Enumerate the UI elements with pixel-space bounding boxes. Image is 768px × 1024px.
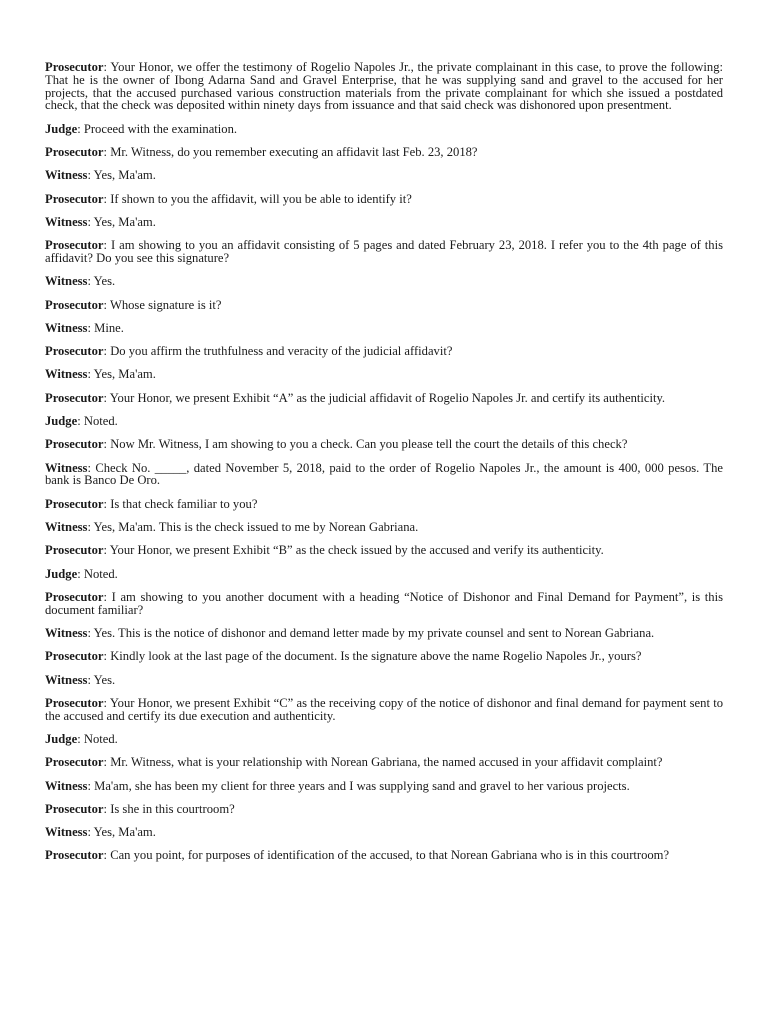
- statement-text: Check No. _____, dated November 5, 2018, paid to the order of Rogelio Napoles Jr., the amount is 400, 000 pesos. The bank is Banco De Oro.: [45, 460, 723, 488]
- statement-text: Your Honor, we present Exhibit “C” as the receiving copy of the notice of dishonor and final demand for payment sent to the accused and certify its due execution and authenticity.: [45, 695, 723, 723]
- speaker-separator: :: [87, 274, 94, 289]
- transcript-entry: [45, 650, 723, 663]
- speaker-label: Prosecutor: [45, 589, 104, 604]
- statement-text: Noted.: [83, 566, 118, 581]
- speaker-label: Prosecutor: [45, 297, 104, 312]
- statement-text: Proceed with the examination.: [83, 121, 238, 136]
- speaker-label: Witness: [45, 320, 88, 335]
- statement-text: Yes, Ma'am.: [93, 825, 156, 840]
- speaker-label: Prosecutor: [45, 238, 104, 253]
- speaker-label: Witness: [45, 367, 88, 382]
- transcript-entry: [45, 462, 723, 488]
- speaker-label: Witness: [45, 520, 88, 535]
- speaker-separator: :: [103, 755, 111, 770]
- speaker-separator: :: [103, 801, 111, 816]
- speaker-label: Judge: [45, 414, 78, 429]
- speaker-separator: :: [87, 460, 96, 475]
- speaker-separator: :: [87, 320, 95, 335]
- transcript-entry: [45, 216, 723, 229]
- statement-text: Mine.: [94, 320, 124, 335]
- speaker-separator: :: [103, 649, 111, 664]
- transcript-entry: [45, 498, 723, 511]
- speaker-separator: :: [103, 848, 111, 863]
- speaker-separator: :: [77, 566, 84, 581]
- statement-text: I am showing to you another document with a heading “Notice of Dishonor and Final Demand for Payment”, is this document familiar?: [45, 589, 723, 617]
- speaker-separator: :: [103, 589, 112, 604]
- statement-text: Ma'am, she has been my client for three years and I was supplying sand and gravel to her various projects.: [94, 778, 630, 793]
- speaker-separator: :: [87, 214, 94, 229]
- speaker-label: Witness: [45, 274, 88, 289]
- transcript-entry: [45, 733, 723, 746]
- speaker-label: Prosecutor: [45, 191, 104, 206]
- statement-text: Your Honor, we present Exhibit “B” as the check issued by the accused and verify its authenticity.: [109, 543, 604, 558]
- speaker-label: Prosecutor: [45, 496, 104, 511]
- transcript-entry: [45, 146, 723, 159]
- speaker-separator: :: [103, 297, 110, 312]
- transcript-entry: [45, 697, 723, 723]
- speaker-label: Prosecutor: [45, 437, 104, 452]
- speaker-label: Prosecutor: [45, 848, 104, 863]
- speaker-separator: :: [103, 344, 111, 359]
- statement-text: Yes.: [93, 672, 116, 687]
- transcript-entry: [45, 674, 723, 687]
- speaker-separator: :: [103, 238, 111, 253]
- speaker-label: Witness: [45, 672, 88, 687]
- speaker-label: Judge: [45, 732, 78, 746]
- speaker-label: Prosecutor: [45, 543, 104, 558]
- transcript-entry: [45, 803, 723, 816]
- speaker-label: Witness: [45, 460, 88, 475]
- speaker-label: Witness: [45, 214, 88, 229]
- transcript-entry: [45, 322, 723, 335]
- speaker-label: Prosecutor: [45, 344, 104, 359]
- speaker-separator: :: [103, 390, 110, 405]
- speaker-separator: :: [87, 825, 94, 840]
- speaker-label: Prosecutor: [45, 801, 104, 816]
- transcript-entry: [45, 123, 723, 136]
- speaker-separator: :: [77, 414, 84, 429]
- statement-text: Yes, Ma'am.: [93, 214, 156, 229]
- statement-text: Yes, Ma'am.: [93, 367, 156, 382]
- statement-text: Noted.: [83, 414, 118, 429]
- statement-text: Kindly look at the last page of the document. Is the signature above the name Rogelio Napoles Jr., yours?: [110, 649, 642, 664]
- transcript-entry: [45, 568, 723, 581]
- transcript-entry: [45, 521, 723, 534]
- speaker-label: Prosecutor: [45, 390, 104, 405]
- statement-text: I am showing to you an affidavit consisting of 5 pages and dated February 23, 2018. I refer you to the 4th page of this affidavit? Do you see this signature?: [45, 238, 723, 265]
- transcript-entry: [45, 239, 723, 265]
- transcript-entry: [45, 299, 723, 312]
- transcript-entry: [45, 415, 723, 428]
- speaker-separator: :: [103, 695, 110, 710]
- transcript-entry: [45, 193, 723, 206]
- transcript-entry: [45, 756, 723, 769]
- speaker-label: Witness: [45, 626, 88, 641]
- statement-text: Noted.: [83, 732, 118, 746]
- statement-text: Yes, Ma'am.: [93, 168, 156, 183]
- transcript-entry: [45, 849, 723, 862]
- speaker-separator: :: [87, 168, 94, 183]
- speaker-label: Judge: [45, 121, 78, 136]
- speaker-label: Witness: [45, 778, 88, 793]
- statement-text: Your Honor, we offer the testimony of Rogelio Napoles Jr., the private complainant in this case, to prove the following: That he is the owner of Ibong Adarna Sand and Gravel Enterprise, that he was supplying sand and gravel to the accused for her projects, that the accused purchased various construction materials from the private complainant for which she issued a postdated check, that the check was deposited within ninety days from issuance and that said check was dishonored upon presentment.: [45, 60, 723, 113]
- speaker-separator: :: [77, 732, 84, 746]
- speaker-label: Prosecutor: [45, 144, 104, 159]
- transcript-entry: [45, 368, 723, 381]
- statement-text: Now Mr. Witness, I am showing to you a check. Can you please tell the court the details of this check?: [110, 437, 628, 452]
- speaker-separator: :: [103, 437, 111, 452]
- speaker-label: Judge: [45, 566, 78, 581]
- transcript-entry: [45, 591, 723, 617]
- speaker-separator: :: [87, 520, 94, 535]
- speaker-label: Witness: [45, 825, 88, 840]
- statement-text: Yes. This is the notice of dishonor and demand letter made by my private counsel and sent to Norean Gabriana.: [93, 626, 655, 641]
- statement-text: Yes, Ma'am. This is the check issued to me by Norean Gabriana.: [93, 520, 419, 535]
- speaker-separator: :: [103, 144, 111, 159]
- statement-text: Mr. Witness, do you remember executing an affidavit last Feb. 23, 2018?: [110, 144, 478, 159]
- transcript-entry: [45, 780, 723, 793]
- statement-text: Do you affirm the truthfulness and veracity of the judicial affidavit?: [110, 344, 453, 359]
- speaker-label: Prosecutor: [45, 649, 104, 664]
- statement-text: Can you point, for purposes of identification of the accused, to that Norean Gabriana who is in this courtroom?: [110, 848, 670, 863]
- speaker-separator: :: [87, 367, 94, 382]
- speaker-label: Prosecutor: [45, 755, 104, 770]
- transcript-entry: [45, 275, 723, 288]
- statement-text: Whose signature is it?: [109, 297, 222, 312]
- transcript-entry: [45, 826, 723, 839]
- speaker-separator: :: [103, 60, 111, 74]
- transcript-entry: [45, 392, 723, 405]
- statement-text: Is that check familiar to you?: [110, 496, 258, 511]
- transcript-entry: [45, 627, 723, 640]
- speaker-label: Witness: [45, 168, 88, 183]
- statement-text: If shown to you the affidavit, will you be able to identify it?: [110, 191, 412, 206]
- speaker-separator: :: [103, 191, 111, 206]
- transcript-entry: [45, 345, 723, 358]
- speaker-label: Prosecutor: [45, 60, 104, 74]
- statement-text: Yes.: [93, 274, 116, 289]
- speaker-separator: :: [87, 778, 95, 793]
- transcript-entry: [45, 438, 723, 451]
- transcript-entry: [45, 61, 723, 112]
- speaker-separator: :: [103, 543, 110, 558]
- statement-text: Mr. Witness, what is your relationship with Norean Gabriana, the named accused in your affidavit complaint?: [110, 755, 663, 770]
- speaker-label: Prosecutor: [45, 695, 104, 710]
- statement-text: Is she in this courtroom?: [110, 801, 235, 816]
- speaker-separator: :: [87, 672, 94, 687]
- transcript-entry: [45, 544, 723, 557]
- speaker-separator: :: [103, 496, 111, 511]
- statement-text: Your Honor, we present Exhibit “A” as the judicial affidavit of Rogelio Napoles Jr. and certify its authenticity.: [109, 390, 666, 405]
- transcript-entry: [45, 169, 723, 182]
- speaker-separator: :: [77, 121, 84, 136]
- speaker-separator: :: [87, 626, 94, 641]
- transcript: [45, 61, 723, 862]
